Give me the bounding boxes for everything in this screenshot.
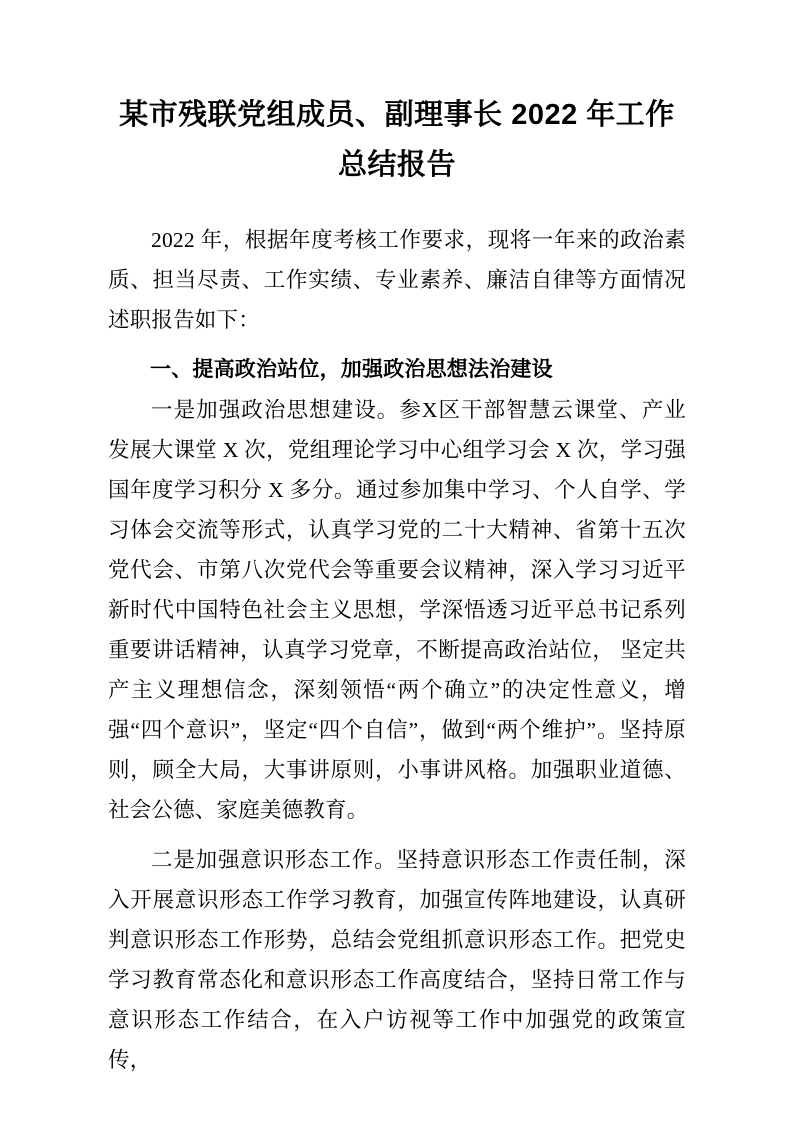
section-heading-1: 一、提高政治站位，加强政治思想法治建设 bbox=[150, 358, 553, 381]
paragraph-intro: 2022 年，根据年度考核工作要求，现将一年来的政治素质、担当尽责、工作实绩、专业素养、廉洁自律等方面情况述职报告如下： bbox=[108, 228, 686, 332]
paragraph-section1-1: 一是加强政治思想建设。参X区干部智慧云课堂、产业发展大课堂 X 次，党组理论学习中心组学习会 X 次，学习强国年度学习积分 X 多分。通过参加集中学习、个人自学、学习体会交流等形式，认真学习党的二十大精神、省第十五次党代会、市第八次党代会等重要会议精神，深入学习习近平新时代中国特色社会主义思想，学深悟透习近平总书记系列重要讲话精神，认真学习党章，不断提高政治站位， 坚定共产主义理想信念，深刻领悟“两个确立”的决定性意义，增强“四个意识”，坚定“四个自信”，做到“两个维护”。坚持原则，顾全大局，大事讲原则，小事讲风格。加强职业道德、社会公德、家庭美德教育。 bbox=[108, 398, 686, 822]
page-title: 某市残联党组成员、副理事长 2022 年工作总结报告 bbox=[119, 99, 675, 181]
paragraph-section1-2: 二是加强意识形态工作。坚持意识形态工作责任制，深入开展意识形态工作学习教育，加强宣传阵地建设，认真研判意识形态工作形势，总结会党组抓意识形态工作。把党史学习教育常态化和意识形态工作高度结合，坚持日常工作与意识形态工作结合，在入户访视等工作中加强党的政策宣传， bbox=[108, 848, 686, 1072]
